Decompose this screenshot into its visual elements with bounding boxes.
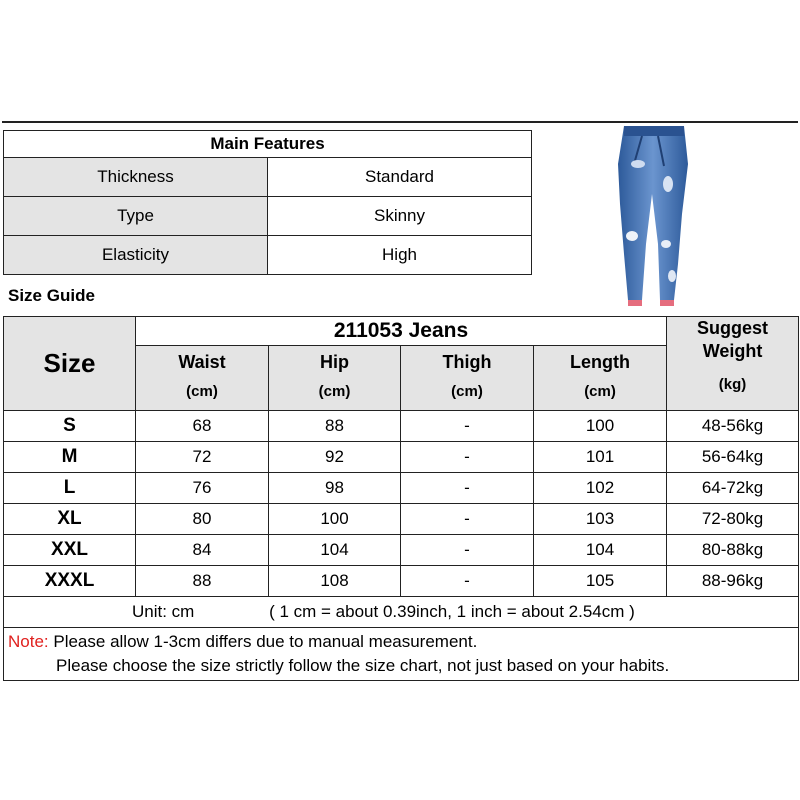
table-row [4, 504, 799, 535]
table-row [4, 535, 799, 566]
feature-label: Thickness [4, 158, 268, 197]
thigh-header: Thigh (cm) [401, 346, 534, 411]
unit-label: Unit: cm [132, 602, 195, 621]
unit-conversion: ( 1 cm = about 0.39inch, 1 inch = about 2.54cm ) [269, 602, 635, 621]
length-cell: 104 [534, 535, 667, 566]
main-features-title: Main Features [4, 131, 532, 158]
hip-cell: 100 [269, 504, 401, 535]
weight-header-line2: Weight [702, 341, 763, 361]
size-cell: M [4, 442, 136, 473]
hip-cell: 104 [269, 535, 401, 566]
weight-cell: 56-64kg [667, 442, 799, 473]
note-row [4, 628, 799, 681]
size-cell: S [4, 411, 136, 442]
feature-value: Skinny [268, 197, 532, 236]
note-line-1: Please allow 1-3cm differs due to manual measurement. [48, 632, 478, 651]
unit-row [4, 597, 799, 628]
thigh-cell: - [401, 411, 534, 442]
thigh-cell: - [401, 473, 534, 504]
weight-cell: 64-72kg [667, 473, 799, 504]
jeans-product-image [584, 124, 716, 308]
length-header: Length (cm) [534, 346, 667, 411]
thigh-cell: - [401, 442, 534, 473]
size-cell: XL [4, 504, 136, 535]
size-guide-title: Size Guide [8, 286, 95, 305]
thigh-cell: - [401, 504, 534, 535]
length-cell: 102 [534, 473, 667, 504]
thigh-cell: - [401, 535, 534, 566]
table-row [4, 411, 799, 442]
size-chart-table [3, 316, 799, 681]
size-column-header: Size [4, 317, 136, 411]
length-cell: 105 [534, 566, 667, 597]
weight-cell: 80-88kg [667, 535, 799, 566]
length-cell: 101 [534, 442, 667, 473]
hip-cell: 88 [269, 411, 401, 442]
size-cell: XXXL [4, 566, 136, 597]
weight-header-line1: Suggest [697, 318, 769, 338]
hip-cell: 108 [269, 566, 401, 597]
table-row [4, 442, 799, 473]
weight-cell: 48-56kg [667, 411, 799, 442]
size-cell: L [4, 473, 136, 504]
waist-cell: 76 [136, 473, 269, 504]
table-row [4, 566, 799, 597]
waist-cell: 84 [136, 535, 269, 566]
length-cell: 103 [534, 504, 667, 535]
length-cell: 100 [534, 411, 667, 442]
weight-cell: 88-96kg [667, 566, 799, 597]
note-line-2: Please choose the size strictly follow the size chart, not just based on your habits. [56, 656, 670, 675]
waist-header: Waist (cm) [136, 346, 269, 411]
feature-value: Standard [268, 158, 532, 197]
waist-cell: 68 [136, 411, 269, 442]
weight-cell: 72-80kg [667, 504, 799, 535]
feature-value: High [268, 236, 532, 275]
weight-column-header [667, 317, 799, 411]
thigh-cell: - [401, 566, 534, 597]
main-features-table [3, 130, 532, 275]
feature-label: Elasticity [4, 236, 268, 275]
waist-cell: 88 [136, 566, 269, 597]
waist-cell: 72 [136, 442, 269, 473]
feature-label: Type [4, 197, 268, 236]
product-title: 211053 Jeans [136, 317, 667, 346]
hip-cell: 98 [269, 473, 401, 504]
size-cell: XXL [4, 535, 136, 566]
table-row [4, 473, 799, 504]
note-label: Note: [8, 632, 49, 651]
waist-cell: 80 [136, 504, 269, 535]
hip-cell: 92 [269, 442, 401, 473]
top-divider [2, 121, 798, 123]
weight-unit: (kg) [718, 376, 747, 393]
hip-header: Hip (cm) [269, 346, 401, 411]
